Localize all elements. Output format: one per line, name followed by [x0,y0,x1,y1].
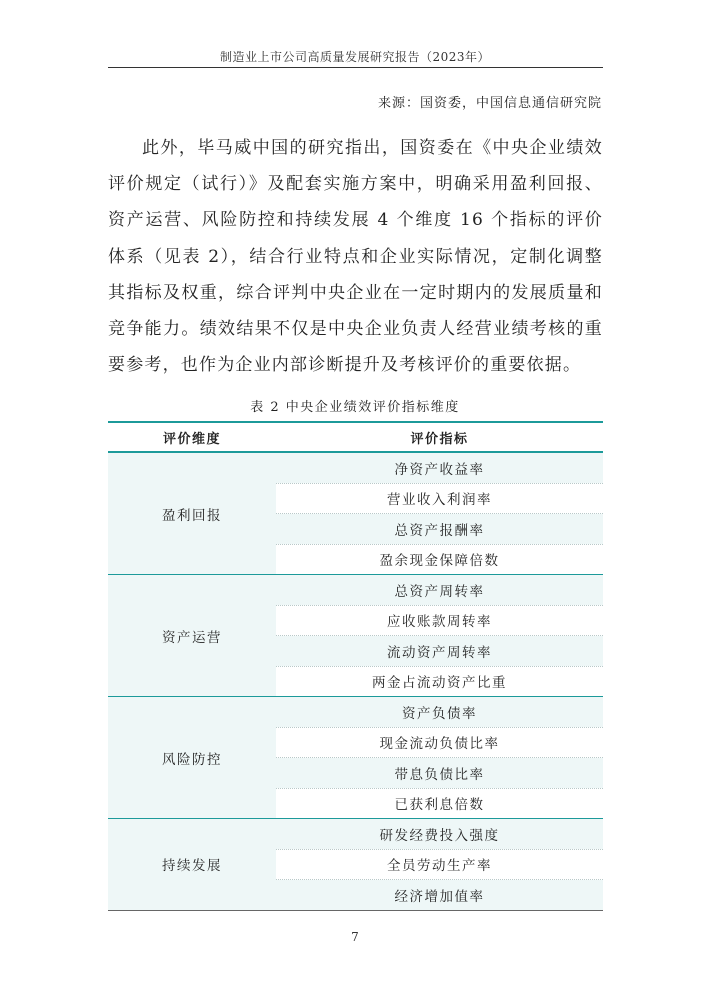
indicator-cell: 研发经费投入强度 [276,819,603,850]
indicator-cell: 已获利息倍数 [276,788,603,819]
indicator-cell: 应收账款周转率 [276,605,603,636]
table-caption: 表 2 中央企业绩效评价指标维度 [250,400,460,415]
column-header-dimension: 评价维度 [108,422,276,452]
dimension-cell: 资产运营 [108,575,276,697]
indicator-cell: 带息负债比率 [276,758,603,789]
body-paragraph: 此外，毕马威中国的研究指出，国资委在《中央企业绩效评价规定（试行）》及配套实施方案中，明确采用盈利回报、资产运营、风险防控和持续发展 4 个维度 16 个指标的评价体系（见表 2），结合行业特点和企业实际情况，定制化调整其指标及权重，综合评判中央企业在一定时期内的发展质量和竞争能力。绩效结果不仅是中央企业负责人经营业绩考核的重要参考，也作为企业内部诊断提升及考核评价的重要依据。 [108,138,603,376]
table-row [108,452,603,483]
running-header-title: 制造业上市公司高质量发展研究报告（2023年） [219,50,491,64]
indicator-cell: 流动资产周转率 [276,636,603,667]
table-row [108,697,603,728]
indicator-cell: 盈余现金保障倍数 [276,544,603,575]
table-header-row [108,422,603,452]
indicator-cell: 总资产周转率 [276,575,603,606]
indicator-cell: 资产负债率 [276,697,603,728]
column-header-indicator: 评价指标 [276,422,603,452]
indicator-cell: 全员劳动生产率 [276,849,603,880]
source-note: 来源：国资委，中国信息通信研究院 [377,96,602,111]
dimension-cell: 持续发展 [108,819,276,911]
page-number: 7 [351,930,359,944]
indicator-cell: 总资产报酬率 [276,514,603,545]
indicator-cell: 两金占流动资产比重 [276,666,603,697]
indicator-cell: 净资产收益率 [276,452,603,483]
indicator-table [108,421,603,911]
table-row [108,819,603,850]
indicator-cell: 经济增加值率 [276,880,603,911]
header-divider [108,67,603,68]
dimension-cell: 风险防控 [108,697,276,819]
table-row [108,575,603,606]
dimension-cell: 盈利回报 [108,452,276,575]
indicator-cell: 营业收入利润率 [276,483,603,514]
indicator-cell: 现金流动负债比率 [276,727,603,758]
